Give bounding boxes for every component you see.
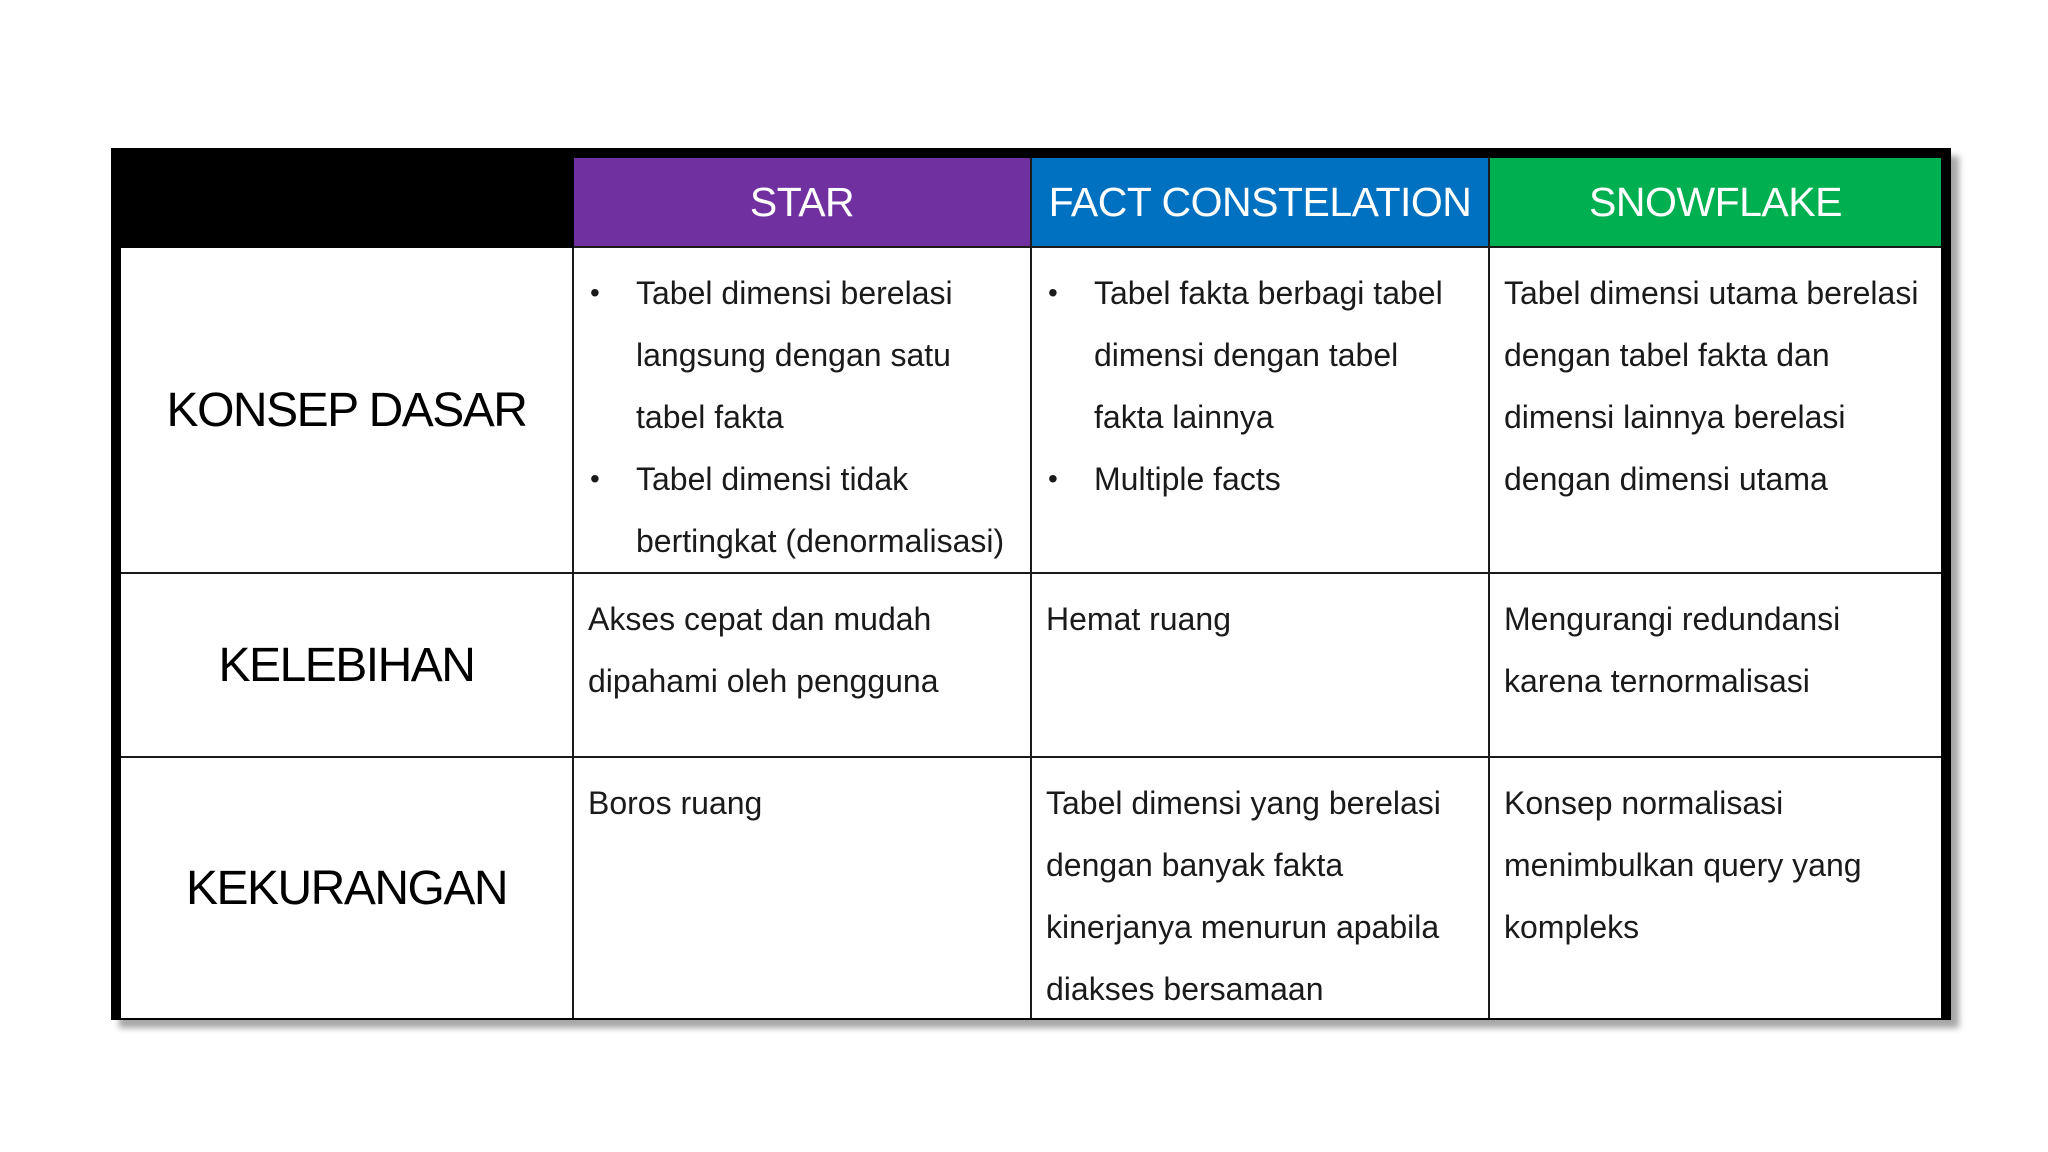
cell-text: Tabel dimensi utama berelasi dengan tabel fakta dan dimensi lainnya berelasi dengan dimensi utama <box>1504 275 1919 497</box>
bullet-icon: • <box>1048 463 1058 494</box>
cell-text: Tabel dimensi yang berelasi dengan banyak fakta kinerjanya menurun apabila diakses bersamaan <box>1046 785 1441 1007</box>
list-item <box>1046 448 1474 510</box>
list-item-text: Tabel dimensi tidak bertingkat (denormalisasi) <box>636 461 1005 559</box>
cell-kelebihan-star <box>574 574 1032 758</box>
comparison-table <box>111 148 1951 1020</box>
header-star: STAR <box>574 158 1032 248</box>
row-label-kekurangan: KEKURANGAN <box>121 758 574 1018</box>
cell-kelebihan-fact <box>1032 574 1490 758</box>
cell-kekurangan-fact <box>1032 758 1490 1018</box>
list-item-text: Tabel dimensi berelasi langsung dengan satu tabel fakta <box>636 275 953 435</box>
list-item <box>588 448 1016 572</box>
list-item-text: Tabel fakta berbagi tabel dimensi dengan tabel fakta lainnya <box>1094 275 1443 435</box>
list-item <box>1046 262 1474 448</box>
cell-text: Mengurangi redundansi karena ternormalisasi <box>1504 601 1841 699</box>
cell-text: Konsep normalisasi menimbulkan query yang kompleks <box>1504 785 1862 945</box>
cell-kekurangan-snowflake <box>1490 758 1941 1018</box>
header-corner-cell <box>121 158 574 248</box>
header-snowflake: SNOWFLAKE <box>1490 158 1941 248</box>
cell-text: Boros ruang <box>588 785 763 821</box>
cell-konsep-star <box>574 248 1032 574</box>
cell-konsep-fact <box>1032 248 1490 574</box>
bullet-list <box>588 262 1016 572</box>
list-item-text: Multiple facts <box>1094 461 1281 497</box>
bullet-icon: • <box>1048 277 1058 308</box>
list-item <box>588 262 1016 448</box>
cell-text: Hemat ruang <box>1046 601 1231 637</box>
bullet-icon: • <box>590 277 600 308</box>
header-fact-constelation: FACT CONSTELATION <box>1032 158 1490 248</box>
bullet-list <box>1046 262 1474 510</box>
row-label-konsep-dasar: KONSEP DASAR <box>121 248 574 574</box>
bullet-icon: • <box>590 463 600 494</box>
cell-konsep-snowflake <box>1490 248 1941 574</box>
row-label-kelebihan: KELEBIHAN <box>121 574 574 758</box>
cell-kelebihan-snowflake <box>1490 574 1941 758</box>
cell-text: Akses cepat dan mudah dipahami oleh pengguna <box>588 601 939 699</box>
cell-kekurangan-star <box>574 758 1032 1018</box>
